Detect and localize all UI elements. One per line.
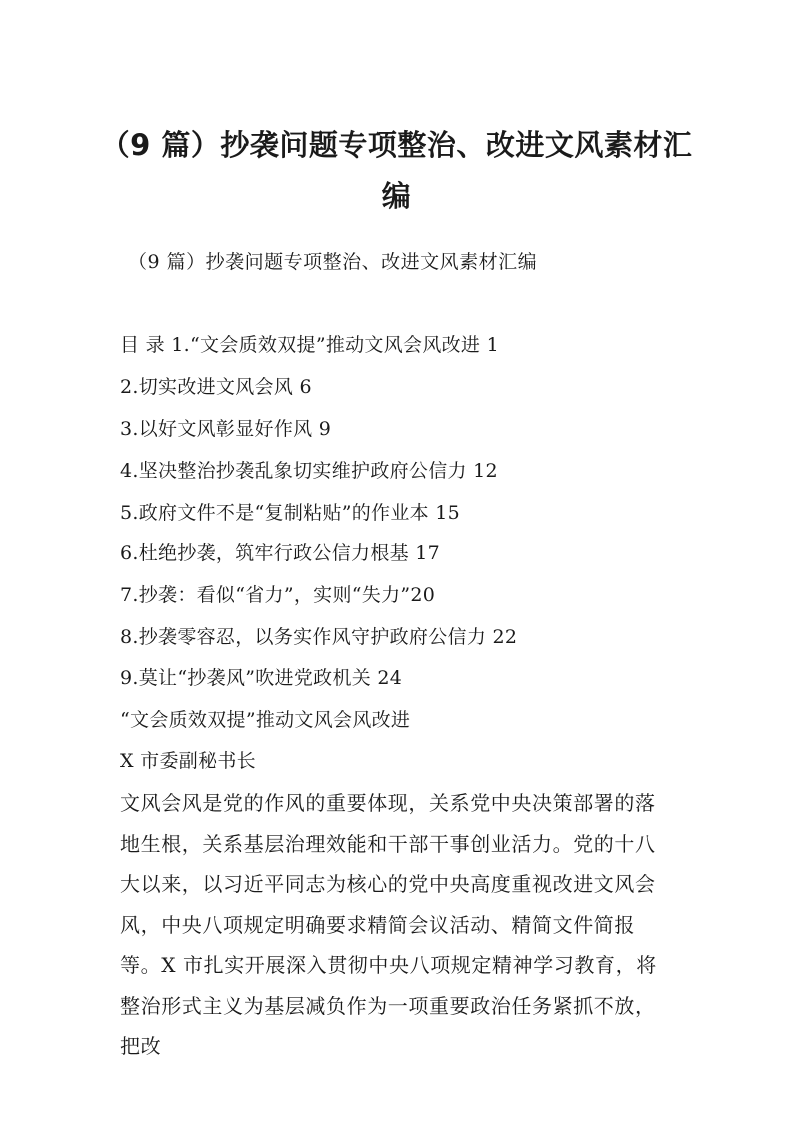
toc-entry: 目 录 1.“文会质效双提”推动文风会风改进 1 — [120, 334, 499, 356]
toc-entry: 5.政府文件不是“复制粘贴”的作业本 15 — [120, 502, 461, 524]
toc-entry: 2.切实改进文风会风 6 — [120, 376, 312, 398]
toc-entry: 3.以好文风彰显好作风 9 — [120, 418, 332, 440]
toc-entry: 8.抄袭零容忍，以务实作风守护政府公信力 22 — [120, 626, 518, 648]
body-paragraph: 文风会风是党的作风的重要体现，关系党中央决策部署的落地生根，关系基层治理效能和干部干事创业活力。党的十八大以来，以习近平同志为核心的党中央高度重视改进文风会风，中央八项规定明确要求精简会议活动、精简文件简报等。X 市扎实开展深入贯彻中央八项规定精神学习教育，将整治形式主义为基层减负作为一项重要政治任务紧抓不放，把改 — [120, 791, 657, 1058]
author-line: X 市委副秘书长 — [120, 750, 256, 772]
toc-entry: 4.坚决整治抄袭乱象切实维护政府公信力 12 — [120, 460, 498, 482]
toc-entry: 6.杜绝抄袭，筑牢行政公信力根基 17 — [120, 542, 441, 564]
section-heading: “文会质效双提”推动文风会风改进 — [120, 709, 411, 731]
document-subtitle: （9 篇）抄袭问题专项整治、改进文风素材汇编 — [128, 251, 538, 273]
document-title: （9 篇）抄袭问题专项整治、改进文风素材汇编 — [100, 128, 693, 213]
toc-entry: 9.莫让“抄袭风”吹进党政机关 24 — [120, 667, 403, 689]
toc-entry: 7.抄袭：看似“省力”，实则“失力”20 — [120, 584, 436, 606]
